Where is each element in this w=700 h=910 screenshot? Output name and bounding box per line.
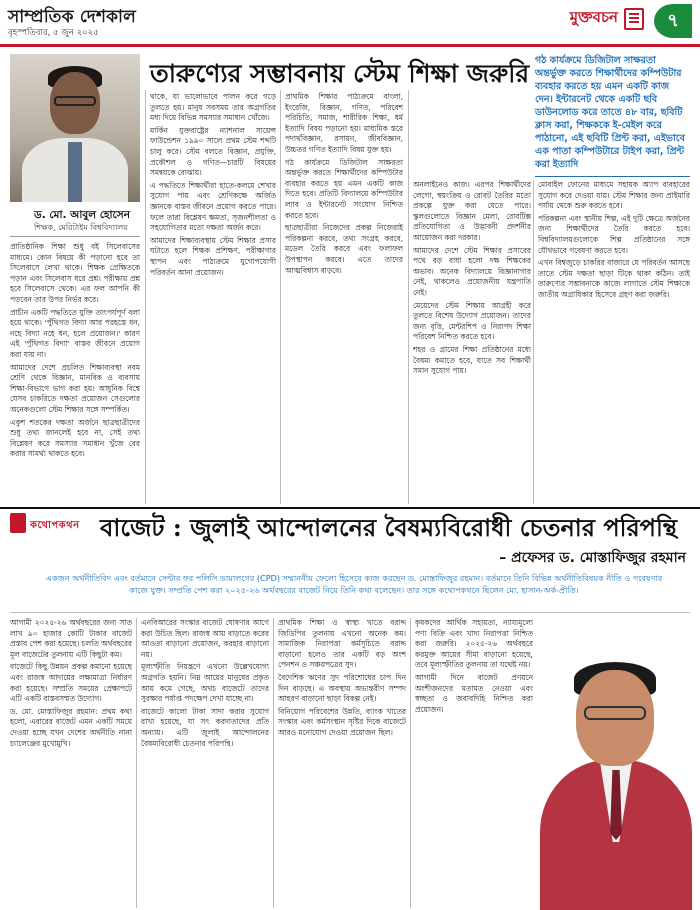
interview-column-1 — [10, 618, 132, 908]
column-divider — [408, 90, 409, 504]
paragraph: ড. মো. মোস্তাফিজুর রহমান: প্রথম কথা হলো, এবারের বাজেট এমন একটি সময়ে দেওয়া হচ্ছে যখন দেশের অর্থনীতি নানা চ্যালেঞ্জের মুখোমুখি। — [10, 706, 132, 748]
section-header — [570, 6, 644, 31]
interview-column-2 — [141, 618, 269, 908]
interview-icon — [10, 513, 26, 533]
pull-quote-rule — [535, 176, 690, 177]
interviewee-photo — [534, 640, 694, 910]
interview-column-4 — [415, 618, 533, 908]
section-divider — [0, 507, 700, 509]
article-headline[interactable]: তারুণ্যের সম্ভাবনায় স্টেম শিক্ষা জরুরি — [150, 59, 530, 88]
article-column-3 — [285, 92, 403, 504]
paragraph: আমাদের দেশে স্টেম শিক্ষার প্রসারের পথে বড় বাধা হলো দক্ষ শিক্ষকের অভাব। অনেক বিদ্যালয়ে বিজ্ঞানাগার নেই, থাকলেও প্রয়োজনীয় যন্ত্রপাতি নেই। — [413, 245, 531, 297]
paragraph: বিনিয়োগ পরিবেশের উন্নতি, ব্যাংক খাতের সংস্কার এবং কর্মসংস্থান সৃষ্টির দিকে বাজেটে আরও মনোযোগ দেওয়া প্রয়োজন ছিল। — [278, 706, 406, 737]
paragraph: শহর ও গ্রামের শিক্ষা প্রতিষ্ঠানের মধ্যে বৈষম্য কমাতে হবে, যাতে সব শিক্ষার্থী সমান সুযোগ পায়। — [413, 344, 531, 376]
paragraph: পরিকল্পনা এবং স্থানীয় শিল্প, এই দুটি ক্ষেত্রে অর্জনের জন্য শিক্ষার্থীদের তৈরি করতে হবে। বিশ্ববিদ্যালয়গুলোকে শিল্প প্রতিষ্ঠানের সঙ্গে যৌথভাবে গবেষণা করতে হবে। — [538, 213, 690, 255]
column-divider — [533, 180, 534, 504]
author-photo — [10, 54, 140, 202]
paragraph: মূল্যস্ফীতি নিয়ন্ত্রণে এখনো উল্লেখযোগ্য অগ্রগতি হয়নি। নিম্ন আয়ের মানুষের প্রকৃত আয় কমে গেছে, অথচ বাজেটে তাদের সুরক্ষার পর্যাপ্ত পদক্ষেপ দেখা যাচ্ছে না। — [141, 662, 269, 704]
paragraph: প্রাথমিক শিক্ষা ও স্বাস্থ্য খাতে বরাদ্দ জিডিপির তুলনায় এখনো অনেক কম। সামাজিক নিরাপত্তা কর্মসূচিতে বরাদ্দ বাড়ানো হলেও তার একটি বড় অংশ পেনশন ও সঞ্চয়পত্রের সুদ। — [278, 618, 406, 670]
paragraph: ছাত্রছাত্রীরা নিজেদের প্রকল্প নিজেরাই পরিকল্পনা করবে, তথ্য সংগ্রহ করবে, মডেল তৈরি করবে এবং ফলাফল উপস্থাপন করবে। এতে তাদের আত্মবিশ্বাস বাড়বে। — [285, 223, 403, 275]
paragraph: অনলাইনেও কাজ। এরপর শিক্ষার্থীদের লেগো, স্বয়ংক্রিয় ও রোবট তৈরির মতো প্রকল্পে যুক্ত করা যেতে পারে। স্কুলগুলোতে বিজ্ঞান মেলা, রোবটিক্স প্রতিযোগিতা ও উদ্ভাবনী প্রদর্শনীর আয়োজন করা দরকার। — [413, 180, 531, 242]
column-divider — [273, 618, 274, 908]
paragraph: এ পদ্ধতিতে শিক্ষার্থীরা হাতে-কলমে শেখার সুযোগ পায় এবং শ্রেণিকক্ষে অর্জিত জ্ঞানকে বাস্তব জীবনে প্রয়োগ করতে পারে। ফলে তারা বিশ্লেষণ ক্ষমতা, সৃজনশীলতা ও সহযোগিতার মতো দক্ষতা অর্জন করে। — [150, 180, 276, 233]
section-label[interactable]: মুক্তবচন — [569, 8, 618, 26]
paragraph: আগামী ২০২৫-২৬ অর্থবছরের জন্য সাত লাখ ৯০ হাজার কোটি টাকার বাজেট প্রস্তাব পেশ করা হয়েছে। চলতি অর্থবছরের মূল বাজেটের তুলনায় এটি কিছুটা কম। — [10, 618, 132, 659]
paragraph: প্রাচীন একটি পদ্ধতিতে যুক্তি তাৎপর্যপূর্ণ বলা হয়ে থাকে। 'পুঁথিগত বিদ্যা আর পরহস্তে ধন, নহে বিদ্যা নহে ধন, হলে প্রয়োজন।' কারণ এই 'পুঁথিগত বিদ্যা' বাস্তব জীবনে প্রয়োগ করা যায় না। — [10, 307, 140, 359]
paragraph: কৃষকদের আর্থিক সহায়তা, ন্যায্যমূল্যে পণ্য বিক্রি এবং খাদ্য নিরাপত্তা নিশ্চিত করা জরুরি। ২০২৫-২৬ অর্থবছরে করমুক্ত আয়ের সীমা বাড়ানো হয়েছে, তবে মূল্যস্ফীতির তুলনায় তা যথেষ্ট নয়। — [415, 618, 533, 670]
paragraph: বাজেটে কিছু উন্নয়ন প্রকল্প কমানো হয়েছে এবং রাজস্ব আদায়ের লক্ষ্যমাত্রা নির্ধারণ করা হয়েছে। সম্প্রতি সময়ের প্রেক্ষাপটে এটি একটি বাস্তবসম্মত উদ্যোগ। — [10, 662, 132, 704]
article-column-1 — [10, 242, 140, 504]
author-affiliation: শিক্ষক, মেরিটাইম বিশ্ববিদ্যালয় — [34, 223, 128, 232]
column-divider — [145, 90, 146, 504]
paragraph: মার্কিন যুক্তরাষ্ট্রের ন্যাশনাল সায়েন্স ফাউন্ডেশন ১৯৯০ সালে প্রথম স্টেম শব্দটি চালু করে। স্টেম বলতে বিজ্ঞান, প্রযুক্তি, প্রকৌশল ও গণিত—চারটি বিষয়ের সমন্বয়কে বোঝায়। — [150, 125, 276, 178]
article-intro: একজন অর্থনীতিবিদ এবং বর্তমানে সেন্টার ফর পলিসি ডায়ালগের (CPD) সম্মাননীয় ফেলো হিসেবে কাজ করছেন ড. মোস্তাফিজুর রহমান। বর্তমানে তিনি বিভিন্ন অর্থনীতিবিষয়ক নীতি ও গবেষণার কাজে যুক্ত। সম্প্রতি পেশ করা ২০২৫-২৬ অর্থবছরের বাজেট নিয়ে তিনি কথা বলেছেন। তার সঙ্গে কথোপকথনে ছিলেন মো. হাসান-অর্ক-প্রীতি। — [45, 573, 663, 595]
paragraph: প্রাতিষ্ঠানিক শিক্ষা শুধু বই সিলেবাসের মাধ্যমে। কোন বিষয়ে কী পড়ানো হবে তা সিলেবাসে লেখা থাকে। শিক্ষক প্রেক্ষিতকে পড়ান এবং সিলেবাস ধরে প্রশ্ন। পরীক্ষায় প্রশ্ন হবে সিলেবাসে থেকে। এর ফল আপনি কী পড়বেন তার উপর নির্ভর করে। — [10, 242, 140, 304]
header-rule — [0, 44, 700, 47]
paragraph: মেয়েদের স্টেম শিক্ষায় আগ্রহী করে তুলতে বিশেষ উদ্যোগ প্রয়োজন। তাদের জন্য বৃত্তি, মেন্টরশিপ ও নিরাপদ শিক্ষা পরিবেশ নিশ্চিত করতে হবে। — [413, 300, 531, 342]
article-column-5 — [538, 180, 690, 504]
column-divider — [136, 618, 137, 908]
paragraph: গঠ কার্যক্রমে ডিজিটাল সাক্ষরতা অন্তর্ভুক্ত করতে শিক্ষার্থীদের কম্পিউটার ব্যবহার করতে হয় এমন একটি কাজ দিতে হবে। প্রতিটি বিদ্যালয়ে কম্পিউটার ল্যাব ও ইন্টারনেট সংযোগ নিশ্চিত করতে হবে। — [285, 157, 403, 220]
page-number: ৭ — [654, 4, 692, 38]
paragraph: আমাদের শিক্ষাব্যবস্থায় স্টেম শিক্ষার প্রসার ঘটাতে হলে শিক্ষক প্রশিক্ষণ, পরীক্ষাগার স্থাপন এবং পাঠ্যক্রমে যুগোপযোগী পরিবর্তন আনা প্রয়োজন। — [150, 235, 276, 277]
divider — [10, 236, 140, 237]
author-name: ড. মো. আবুল হোসেন — [34, 209, 130, 221]
article-column-2 — [150, 92, 276, 504]
paragraph: একুশ শতকের দক্ষতা অর্জনে ছাত্রছাত্রীদের শুধু তথ্য জানলেই হবে না, সেই তথ্য বিশ্লেষণ করে সমস্যার সমাধান খুঁজে বের করার সামর্থ্য থাকতে হবে। — [10, 417, 140, 459]
paragraph: বৈদেশিক ঋণের সুদ পরিশোধের চাপ দিন দিন বাড়ছে। এ অবস্থায় অভ্যন্তরীণ সম্পদ আহরণ বাড়ানো ছাড়া বিকল্প নেই। — [278, 672, 406, 704]
article-kicker: কথোপকথন — [30, 520, 80, 531]
paragraph: এখন বিশ্বজুড়ে চাকরির বাজারে যে পরিবর্তন আসছে তাতে স্টেম দক্ষতা ছাড়া টিকে থাকা কঠিন। তাই তারুণ্যের সম্ভাবনাকে কাজে লাগাতে স্টেম শিক্ষাকে জাতীয় অগ্রাধিকার হিসেবে গ্রহণ করা জরুরি। — [538, 258, 690, 299]
document-icon — [624, 8, 644, 30]
column-divider — [410, 618, 411, 908]
paragraph: আমাদের দেশে প্রচলিত শিক্ষাব্যবস্থা নবম শ্রেণি থেকে বিজ্ঞান, মানবিক ও ব্যবসায় শিক্ষা-বিভাগে ভাগ করা হয়। আধুনিক বিশ্বে যেসব চাকরিতে দক্ষতা প্রয়োজন সেগুলোর অনেকগুলো স্টেম শিক্ষার সঙ্গে সম্পর্কিত। — [10, 362, 140, 414]
newspaper-brand[interactable]: সাম্প্রতিক দেশকাল — [8, 7, 137, 27]
article-headline-2[interactable]: বাজেট : জুলাই আন্দোলনের বৈষম্যবিরোধী চেতনার পরিপন্থি — [100, 513, 678, 542]
paragraph: এনবিআরের সংস্কার বাজেট ঘোষণার আগে করা উচিত ছিল। রাজস্ব আয় বাড়াতে করের আওতা বাড়ানো প্রয়োজন, করহার বাড়ানো নয়। — [141, 618, 269, 659]
paragraph: থাকে, যা ভালোভাবে পালন করে গড়ে তুলতে হয়। মানুষ সবসময় তার অগ্রগতির মধ্য দিয়ে বিভিন্ন সমস্যার সমাধান খোঁজে। — [150, 92, 276, 123]
issue-date: বৃহস্পতিবার, ৫ জুন ২০২৫ — [8, 28, 99, 38]
interviewee-byline: – প্রফেসর ড. মোস্তাফিজুর রহমান — [499, 550, 686, 566]
interview-column-3 — [278, 618, 406, 908]
paragraph: প্রাথমিক শিক্ষার পাঠ্যক্রমে বাংলা, ইংরেজি, বিজ্ঞান, গণিত, পরিবেশ পরিচিতি, সমাজ, শারীরিক শিক্ষা, ধর্ম ইত্যাদি বিষয় পড়ানো হয়। মাধ্যমিক স্তরে পদার্থবিজ্ঞান, রসায়ন, জীববিজ্ঞান, উচ্চতর গণিত ইত্যাদি বিষয় যুক্ত হয়। — [285, 92, 403, 154]
divider — [10, 612, 690, 613]
article-column-4 — [413, 180, 531, 504]
paragraph: আগামী দিনে বাজেট প্রণয়নে অংশীজনদের মতামত নেওয়া এবং স্বচ্ছতা ও জবাবদিহি নিশ্চিত করা প্রয়োজন। — [415, 672, 533, 714]
column-divider — [280, 90, 281, 504]
paragraph: মোবাইল ফোনের মাধ্যমে সহায়ক অ্যাপ ব্যবহারের সুযোগ করে দেওয়া যায়। স্টেম শিক্ষার জন্য প্রাইমারি পর্যায় থেকে শুরু করতে হবে। — [538, 180, 690, 211]
paragraph: বাজেটে কালো টাকা সাদা করার সুযোগ রাখা হয়েছে, যা সৎ করদাতাদের প্রতি অন্যায়। এটি জুলাই আন্দোলনের বৈষম্যবিরোধী চেতনার পরিপন্থি। — [141, 706, 269, 748]
pull-quote: গঠ কার্যক্রমে ডিজিটাল সাক্ষরতা অন্তর্ভুক্ত করতে শিক্ষার্থীদের কম্পিউটার ব্যবহার করতে হয় এমন একটি কাজ দেন। ইন্টারনেট থেকে একটি ছবি ডাউনলোড করে তাতে ৪৮ বার, ছবিটি ক্লাস করা, শিক্ষককে ই-মেইল করে পাঠানো, এই ছবিটি প্রিন্ট করা, এইভাবে এক পাতা কম্পিউটারে টাইপ করা, প্রিন্ট করা ইত্যাদি — [535, 55, 685, 170]
masthead — [0, 0, 700, 44]
